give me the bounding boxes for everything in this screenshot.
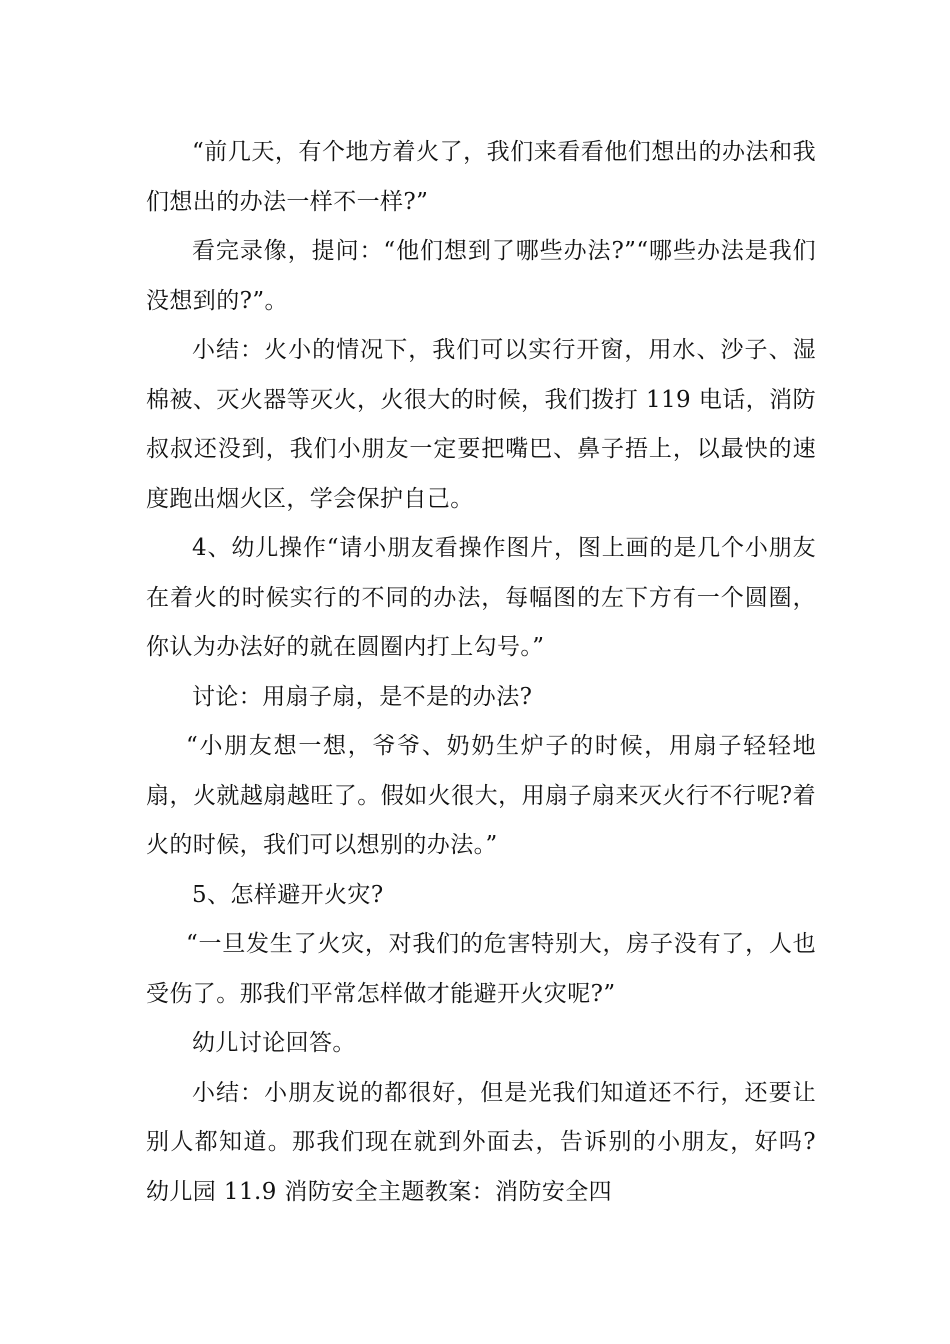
paragraph-video-question: 看完录像，提问：“他们想到了哪些办法?”“哪些办法是我们没想到的?”。	[146, 238, 816, 314]
paragraph-discussion-fan: 讨论：用扇子扇，是不是的办法?	[192, 683, 533, 710]
paragraph-step-4-operation: 4、幼儿操作“请小朋友看操作图片，图上画的是几个小朋友在着火的时候实行的不同的办法，每幅图的左下方有一个圆圈，你认为办法好的就在圆圈内打上勾号。”	[146, 535, 816, 660]
paragraph-children-discuss: 幼儿讨论回答。	[192, 1030, 356, 1056]
paragraph-fan-explanation: “小朋友想一想，爷爷、奶奶生炉子的时候，用扇子轻轻地扇，火就越扇越旺了。假如火很大，用扇子扇来灭火行不行呢?着火的时候，我们可以想别的办法。”	[146, 733, 816, 858]
paragraph-step-5-heading: 5、怎样避开火灾?	[192, 881, 384, 908]
paragraph-final-summary: 小结：小朋友说的都很好，但是光我们知道还不行，还要让别人都知道。那我们现在就到外面去，告诉别的小朋友，好吗? 幼儿园 11.9 消防安全主题教案：消防安全四	[146, 1079, 863, 1205]
paragraph-summary-firefighting: 小结：火小的情况下，我们可以实行开窗，用水、沙子、湿棉被、灭火器等灭火，火很大的时候，我们拨打 119 电话，消防叔叔还没到，我们小朋友一定要把嘴巴、鼻子捂上，以最快的速度跑出烟火区，学会保护自己。	[146, 337, 816, 512]
document-body	[146, 128, 863, 1217]
paragraph-fire-video-intro: “前几天，有个地方着火了，我们来看看他们想出的办法和我们想出的办法一样不一样?”	[146, 139, 816, 215]
paragraph-fire-danger: “一旦发生了火灾，对我们的危害特别大，房子没有了，人也受伤了。那我们平常怎样做才能避开火灾呢?”	[146, 931, 816, 1007]
